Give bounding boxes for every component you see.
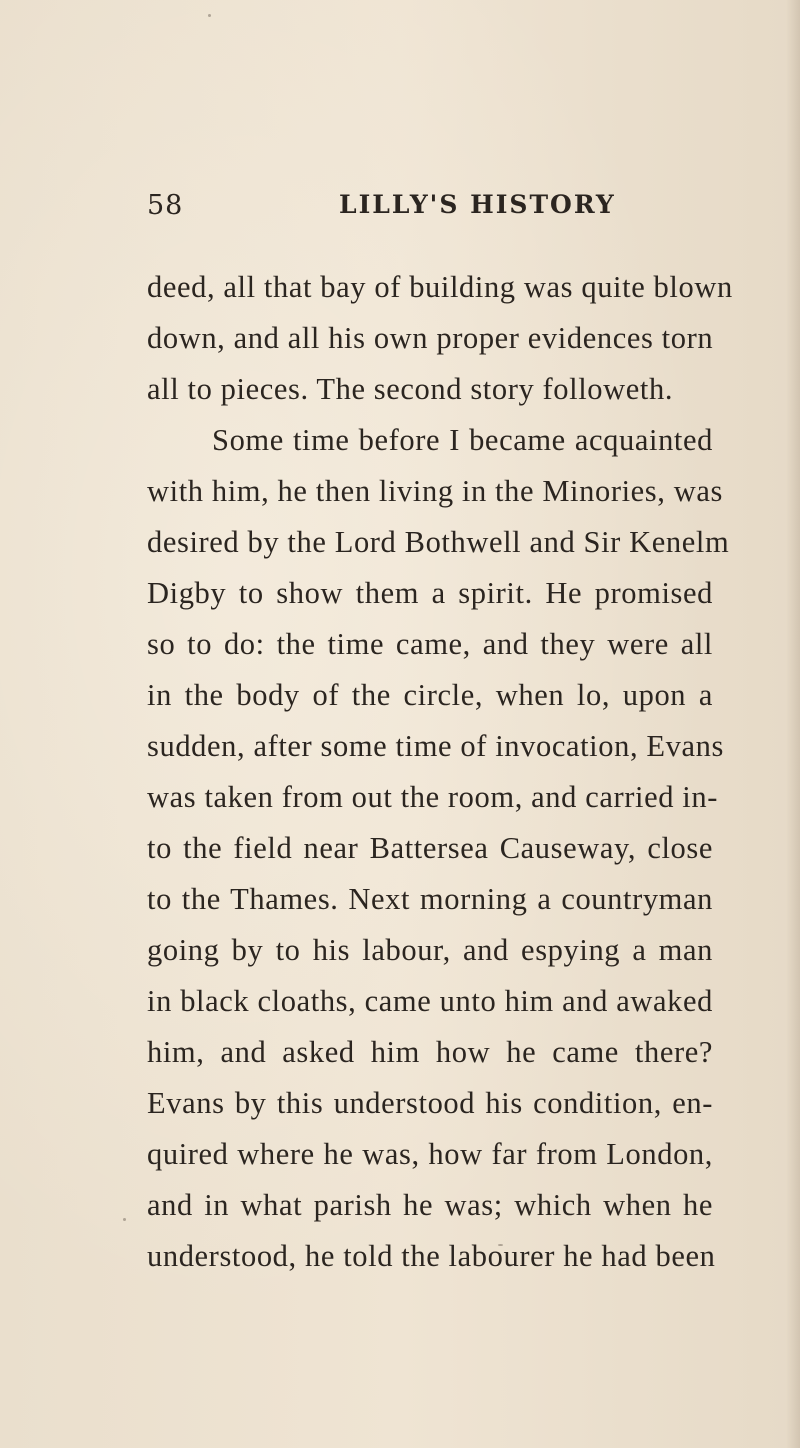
- text-line: Some time before I became acquainted: [212, 423, 713, 457]
- paper-speck: [123, 1218, 126, 1221]
- text-line: desired by the Lord Bothwell and Sir Kenelm: [147, 525, 730, 559]
- running-head-title: LILLY'S HISTORY: [339, 190, 616, 219]
- paper-speck: [498, 1244, 503, 1246]
- text-line: was taken from out the room, and carried in-: [147, 780, 718, 814]
- text-line: in the body of the circle, when lo, upon a: [147, 678, 713, 712]
- text-line: understood, he told the labourer he had been: [147, 1239, 716, 1273]
- page-number: 58: [147, 190, 184, 221]
- text-line: in black cloaths, came unto him and awaked: [147, 984, 713, 1018]
- text-line: to the Thames. Next morning a countryman: [147, 882, 713, 916]
- body-text: [147, 262, 733, 1282]
- text-line: and in what parish he was; which when he: [147, 1188, 713, 1222]
- text-line: all to pieces. The second story followeth.: [147, 372, 674, 406]
- page-edge-shadow: [786, 0, 800, 1448]
- text-line: with him, he then living in the Minories, was: [147, 474, 723, 508]
- text-line: quired where he was, how far from London,: [147, 1137, 713, 1171]
- paper-speck: [208, 14, 211, 17]
- text-line: Digby to show them a spirit. He promised: [147, 576, 713, 610]
- text-line: sudden, after some time of invocation, Evans: [147, 729, 724, 763]
- text-line: deed, all that bay of building was quite blown: [147, 270, 733, 304]
- running-head: [147, 190, 616, 230]
- text-line: Evans by this understood his condition, en-: [147, 1086, 713, 1120]
- text-line: to the field near Battersea Causeway, close: [147, 831, 713, 865]
- text-line: so to do: the time came, and they were all: [147, 627, 713, 661]
- text-line: down, and all his own proper evidences torn: [147, 321, 714, 355]
- text-line: going by to his labour, and espying a man: [147, 933, 713, 967]
- text-line: him, and asked him how he came there?: [147, 1035, 713, 1069]
